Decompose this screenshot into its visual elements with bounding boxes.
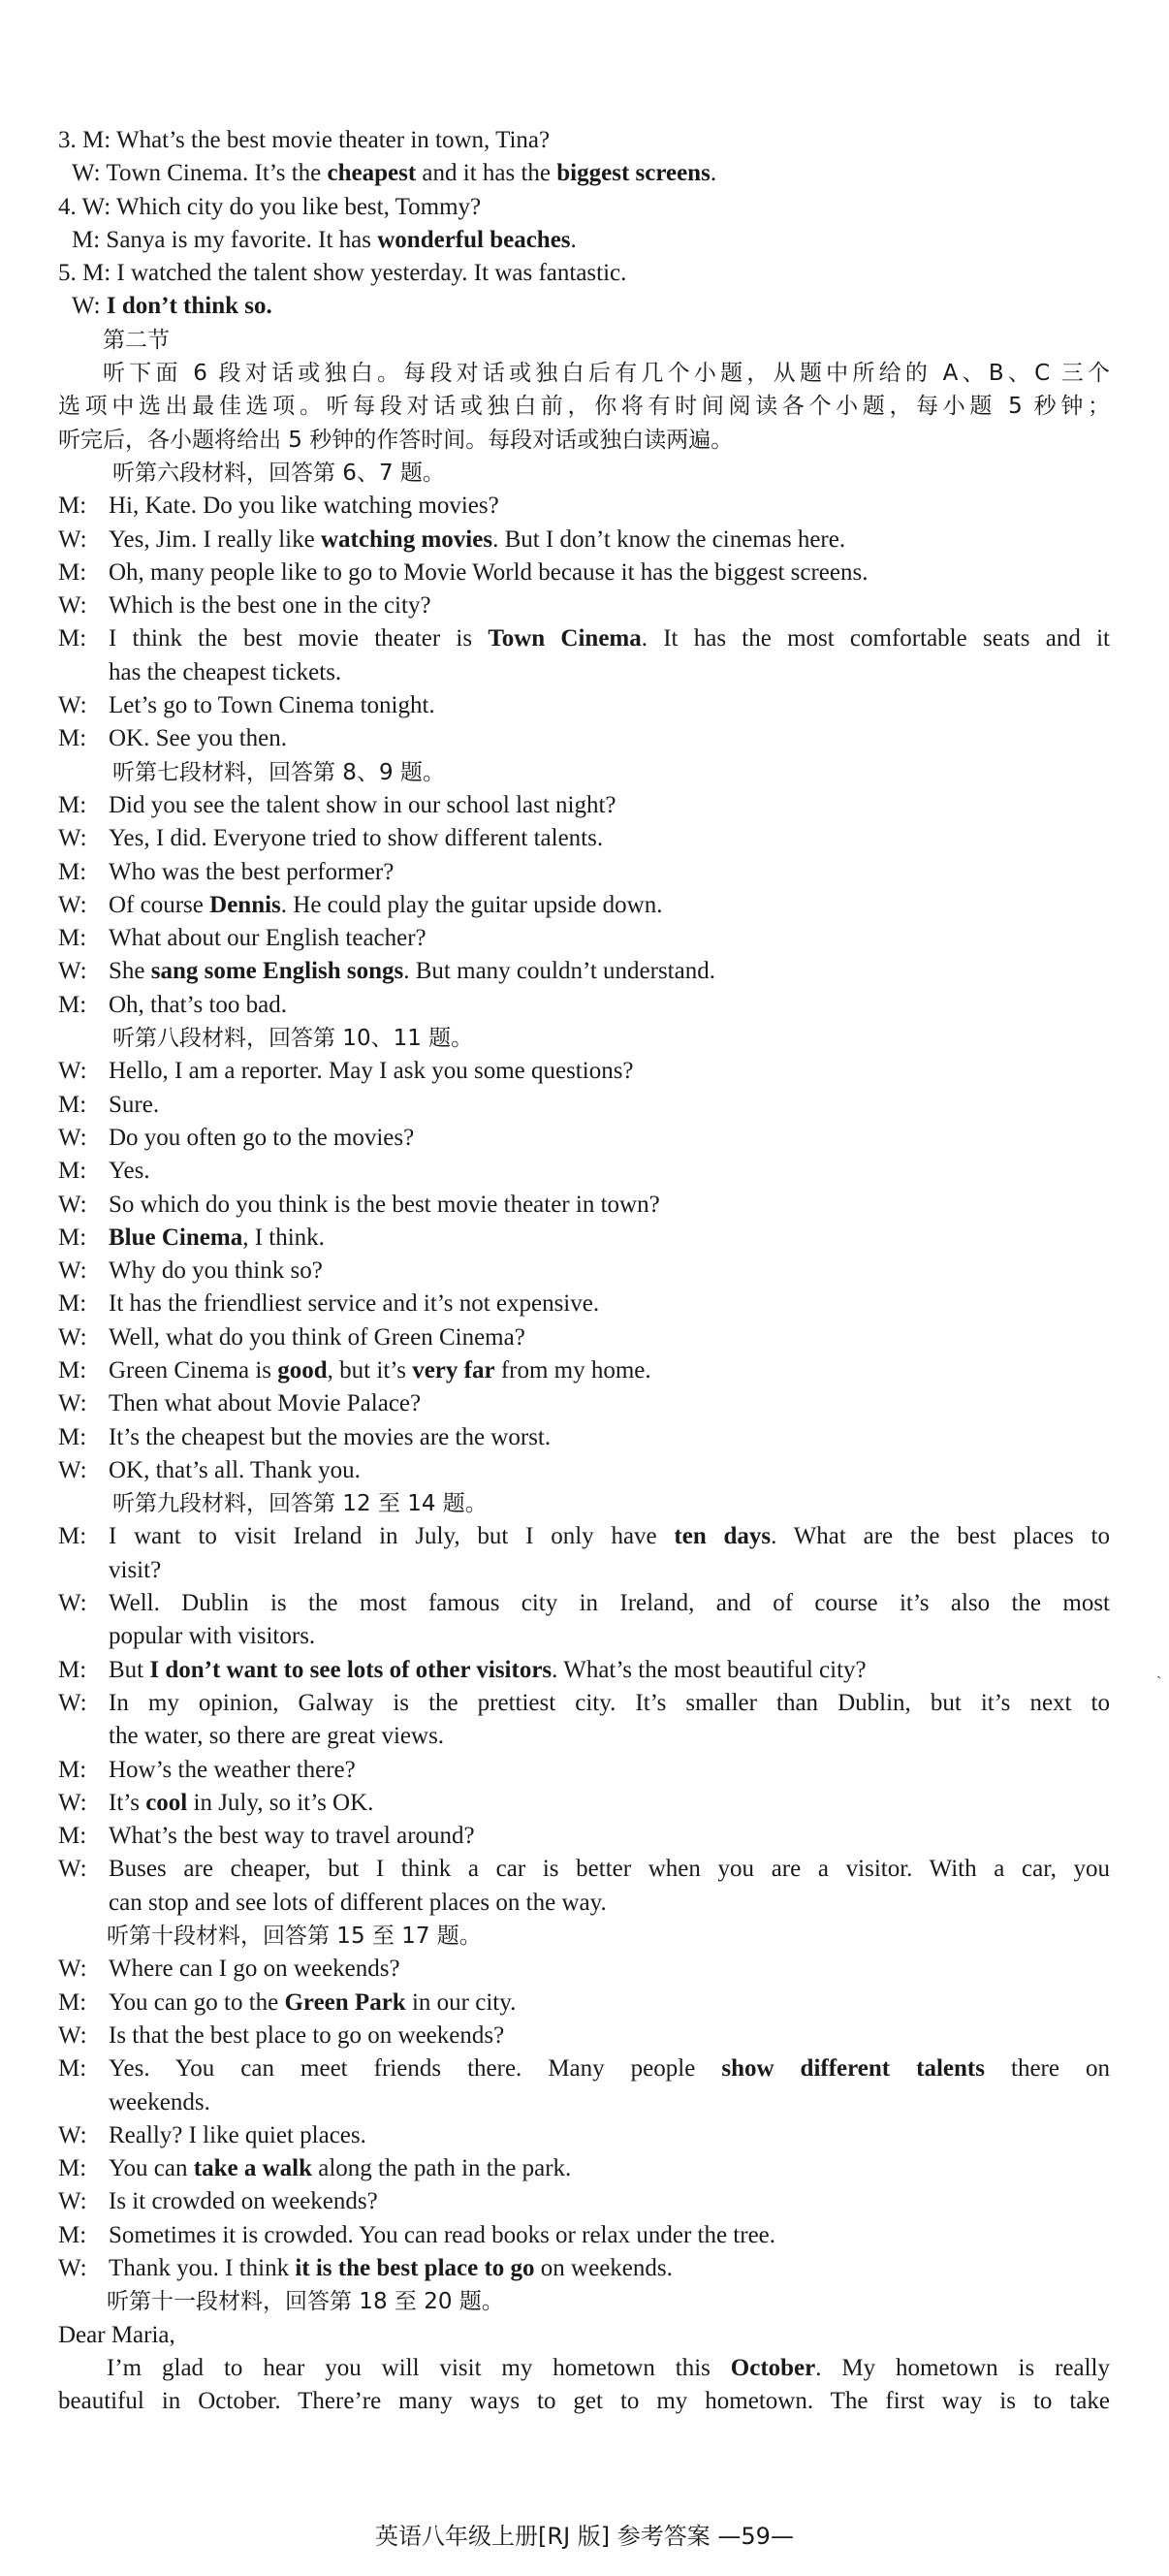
text-run: OK, that’s all. Thank you. — [109, 1456, 361, 1483]
text-run: Sometimes it is crowded. You can read books or relax under the tree. — [109, 2221, 776, 2248]
text-run: Sure. — [109, 1091, 160, 1118]
text-line — [58, 1222, 1110, 1255]
text-run: It has the friendliest service and it’s not expensive. — [109, 1290, 600, 1318]
speaker-label: M: — [58, 493, 87, 520]
text-run: 听第十一段材料，回答第 18 至 20 题。 — [107, 2289, 504, 2315]
text-run: , I think. — [242, 1224, 325, 1251]
answer-key-page — [58, 124, 1110, 2418]
text-run: Really? I like quiet places. — [109, 2121, 366, 2148]
text-line — [58, 1288, 1110, 1320]
text-line — [58, 1853, 1110, 1886]
text-run: . But I don’t know the cinemas here. — [492, 525, 846, 553]
text-line — [58, 1820, 1110, 1853]
text-line — [58, 789, 1110, 822]
text-run: In my opinion, Galway is the prettiest city. It’s smaller than Dublin, but it’s next to — [109, 1689, 1110, 1716]
text-run: beautiful in October. There’re many ways to get to my hometown. The first way is to take — [58, 2388, 1110, 2415]
text-run: OK. See you then. — [109, 725, 287, 752]
text-line — [58, 589, 1110, 622]
text-run: . — [710, 160, 717, 187]
text-line — [58, 1421, 1110, 1454]
text-run: can stop and see lots of different places on the way. — [109, 1889, 607, 1916]
text-run: 听下面 6 段对话或独白。每段对话或独白后有几个小题，从题中所给的 A、B、C 三个 — [103, 361, 1110, 387]
speaker-label: M: — [58, 991, 87, 1018]
text-run: But — [109, 1656, 150, 1683]
speaker-label: M: — [58, 1091, 87, 1118]
text-line — [58, 1720, 1110, 1753]
speaker-label: W: — [58, 2021, 87, 2049]
text-run: , but it’s — [327, 1356, 413, 1383]
text-run: What about our English teacher? — [109, 925, 427, 952]
speaker-label: W: — [58, 1590, 87, 1617]
text-line — [58, 2119, 1110, 2152]
bold-answer: watching movies — [320, 525, 493, 553]
text-run: 听第七段材料，回答第 8、9 题。 — [112, 759, 445, 785]
text-run: Well, what do you think of Green Cinema? — [109, 1323, 525, 1351]
text-line — [58, 1055, 1110, 1088]
text-run: 第二节 — [103, 327, 170, 353]
text-line — [58, 2152, 1110, 2185]
text-line — [58, 1953, 1110, 1986]
speaker-label: M: — [58, 1356, 87, 1383]
text-run: You can — [109, 2155, 194, 2182]
speaker-label: M: — [58, 558, 87, 586]
text-line — [58, 1620, 1110, 1653]
text-run: W: — [72, 293, 107, 320]
bold-answer: I don’t want to see lots of other visitors — [149, 1656, 553, 1683]
text-run: has the cheapest tickets. — [109, 658, 342, 685]
speaker-label: M: — [58, 858, 87, 885]
speaker-label: W: — [58, 692, 87, 719]
bold-answer: Blue Cinema — [109, 1224, 243, 1251]
bold-answer: I don’t think so. — [106, 293, 272, 320]
text-run: It’s — [109, 1789, 146, 1816]
text-line — [58, 1089, 1110, 1122]
text-run: How’s the weather there? — [109, 1756, 356, 1783]
text-line — [58, 257, 1110, 290]
text-line — [58, 2185, 1110, 2218]
text-run: . He could play the guitar upside down. — [280, 891, 663, 918]
text-line — [58, 1354, 1110, 1387]
speaker-label: M: — [58, 2221, 87, 2248]
bold-answer: wonderful beaches — [377, 226, 571, 253]
text-run: Green Cinema is — [109, 1356, 278, 1383]
text-line — [58, 722, 1110, 755]
speaker-label: M: — [58, 1823, 87, 1850]
text-line — [58, 1189, 1110, 1222]
text-run: . What are the best places to — [771, 1523, 1110, 1550]
text-line — [58, 856, 1110, 889]
text-line — [58, 1987, 1110, 2019]
bold-answer: cheapest — [327, 160, 417, 187]
text-run: Which is the best one in the city? — [109, 592, 431, 620]
bold-answer: it is the best place to go — [295, 2255, 535, 2281]
text-run: So which do you think is the best movie theater in town? — [109, 1191, 660, 1218]
text-run: 听第九段材料，回答第 12 至 14 题。 — [112, 1491, 488, 1517]
text-run: 选项中选出最佳选项。听每段对话或独白前，你将有时间阅读各个小题，每小题 5 秒钟； — [58, 394, 1110, 420]
text-line — [58, 756, 1110, 789]
text-line — [58, 656, 1110, 689]
text-run: I think the best movie theater is — [109, 625, 489, 652]
text-run: 听第八段材料，回答第 10、11 题。 — [112, 1026, 474, 1052]
text-run: popular with visitors. — [109, 1623, 316, 1650]
bold-answer: Green Park — [284, 1988, 406, 2016]
bold-answer: good — [277, 1356, 328, 1383]
text-run: Where can I go on weekends? — [109, 1956, 400, 1983]
text-run: She — [109, 958, 151, 985]
text-line — [58, 1454, 1110, 1487]
text-run: Well. Dublin is the most famous city in Ireland, and of course it’s also the most — [109, 1590, 1110, 1617]
speaker-label: M: — [58, 1988, 87, 2016]
text-run: the water, so there are great views. — [109, 1723, 445, 1750]
text-run: You can go to the — [109, 1988, 285, 2016]
text-run: I want to visit Ireland in July, but I only have — [109, 1523, 675, 1550]
text-run: Hello, I am a reporter. May I ask you some questions? — [109, 1058, 634, 1085]
text-run: What’s the best way to travel around? — [109, 1823, 475, 1850]
speaker-label: W: — [58, 1058, 87, 1085]
text-line — [58, 324, 1110, 357]
speaker-label: W: — [58, 958, 87, 985]
text-run: Thank you. I think — [109, 2255, 296, 2281]
text-run: . But many couldn’t understand. — [403, 958, 715, 985]
text-line — [58, 1754, 1110, 1787]
text-line — [58, 424, 1110, 457]
text-run: 听完后，各小题将给出 5 秒钟的作答时间。每段对话或独白读两遍。 — [58, 427, 734, 453]
text-line — [58, 689, 1110, 722]
bold-answer: October — [730, 2354, 816, 2381]
text-run: Oh, that’s too bad. — [109, 991, 288, 1018]
speaker-label: M: — [58, 925, 87, 952]
text-run: along the path in the park. — [311, 2155, 572, 2182]
text-line — [58, 1887, 1110, 1920]
text-line — [58, 2319, 1110, 2352]
text-line — [58, 1687, 1110, 1720]
text-line — [58, 1487, 1110, 1520]
speaker-label: M: — [58, 1158, 87, 1185]
text-line — [58, 1520, 1110, 1553]
text-run: W: Town Cinema. It’s the — [72, 160, 328, 187]
bold-answer: show different talents — [721, 2055, 985, 2083]
text-run: 听第六段材料，回答第 6、7 题。 — [112, 460, 445, 486]
speaker-label: M: — [58, 1523, 87, 1550]
text-run: I’m glad to hear you will visit my hometown this — [107, 2354, 731, 2381]
text-run: Then what about Movie Palace? — [109, 1390, 422, 1417]
speaker-label: W: — [58, 1257, 87, 1285]
text-line — [58, 822, 1110, 855]
text-line — [58, 290, 1110, 323]
text-run: It’s the cheapest but the movies are the worst. — [109, 1423, 552, 1450]
text-line — [58, 390, 1110, 423]
text-line — [58, 224, 1110, 257]
text-run: 听第十段材料，回答第 15 至 17 题。 — [107, 1924, 482, 1950]
speaker-label: M: — [58, 725, 87, 752]
text-run: 3. M: What’s the best movie theater in town, Tina? — [58, 127, 551, 153]
text-line — [58, 889, 1110, 922]
text-line — [58, 2285, 1110, 2318]
text-run: from my home. — [494, 1356, 651, 1383]
text-run: and it has the — [416, 160, 557, 187]
text-line — [58, 2086, 1110, 2119]
text-run: . It has the most comfortable seats and it — [641, 625, 1110, 652]
text-run: Yes. You can meet friends there. Many people — [109, 2055, 722, 2083]
text-run: Dear Maria, — [58, 2321, 175, 2348]
text-run: Let’s go to Town Cinema tonight. — [109, 692, 435, 719]
text-line — [58, 1321, 1110, 1354]
text-run: Buses are cheaper, but I think a car is better when you are a visitor. With a car, you — [109, 1856, 1110, 1883]
text-run: on weekends. — [534, 2255, 673, 2281]
text-line — [58, 2352, 1110, 2385]
text-run: Hi, Kate. Do you like watching movies? — [109, 493, 499, 520]
text-run: Yes. — [109, 1158, 150, 1185]
text-line — [58, 922, 1110, 955]
text-run: Do you often go to the movies? — [109, 1124, 415, 1151]
text-run: Did you see the talent show in our school last night? — [109, 791, 616, 818]
speaker-label: M: — [58, 1756, 87, 1783]
text-run: Oh, many people like to go to Movie World because it has the biggest screens. — [109, 558, 869, 586]
text-line — [58, 124, 1110, 157]
speaker-label: W: — [58, 1323, 87, 1351]
text-line — [58, 1255, 1110, 1288]
speaker-label: M: — [58, 2155, 87, 2182]
text-run: 5. M: I watched the talent show yesterday. It was fantastic. — [58, 260, 627, 287]
text-run: Who was the best performer? — [109, 858, 395, 885]
bold-answer: take a walk — [193, 2155, 312, 2182]
speaker-label: W: — [58, 1456, 87, 1483]
text-run: Of course — [109, 891, 210, 918]
text-line — [58, 1654, 1110, 1687]
text-line — [58, 1022, 1110, 1055]
text-line — [58, 1787, 1110, 1820]
text-run: . — [570, 226, 577, 253]
speaker-label: W: — [58, 2121, 87, 2148]
speaker-label: M: — [58, 1290, 87, 1318]
bold-answer: biggest screens — [556, 160, 711, 187]
text-run: visit? — [109, 1556, 162, 1583]
text-run: Yes, I did. Everyone tried to show different talents. — [109, 825, 604, 852]
text-run: M: Sanya is my favorite. It has — [72, 226, 378, 253]
speaker-label: M: — [58, 791, 87, 818]
text-line — [58, 1387, 1110, 1420]
text-run: . My hometown is really — [815, 2354, 1110, 2381]
text-line — [58, 1920, 1110, 1953]
speaker-label: M: — [58, 1224, 87, 1251]
speaker-label: W: — [58, 525, 87, 553]
bold-answer: very far — [412, 1356, 495, 1383]
text-line — [58, 490, 1110, 523]
speaker-label: M: — [58, 1656, 87, 1683]
speaker-label: W: — [58, 1956, 87, 1983]
speaker-label: M: — [58, 2055, 87, 2083]
speaker-label: W: — [58, 1689, 87, 1716]
text-run: Is that the best place to go on weekends? — [109, 2021, 505, 2049]
text-run: in July, so it’s OK. — [187, 1789, 374, 1816]
speaker-label: W: — [58, 1191, 87, 1218]
speaker-label: W: — [58, 1789, 87, 1816]
text-line — [58, 2252, 1110, 2285]
text-line — [58, 2385, 1110, 2418]
speaker-label: W: — [58, 592, 87, 620]
text-run: Yes, Jim. I really like — [109, 525, 321, 553]
text-run: Why do you think so? — [109, 1257, 323, 1285]
text-line — [58, 2219, 1110, 2252]
speaker-label: W: — [58, 2188, 87, 2215]
text-line — [58, 955, 1110, 988]
bold-answer: sang some English songs — [150, 958, 404, 985]
speaker-label: W: — [58, 891, 87, 918]
text-line — [58, 157, 1110, 190]
speaker-label: W: — [58, 1856, 87, 1883]
text-run: 4. W: Which city do you like best, Tommy? — [58, 193, 482, 220]
stray-mark: ` — [1156, 1674, 1162, 1691]
text-line — [58, 1155, 1110, 1188]
text-line — [58, 2052, 1110, 2085]
text-line — [58, 457, 1110, 490]
text-line — [58, 557, 1110, 589]
text-line — [58, 1554, 1110, 1587]
text-run: weekends. — [109, 2088, 210, 2115]
bold-answer: Town Cinema — [488, 625, 642, 652]
text-line — [58, 191, 1110, 224]
text-line — [58, 357, 1110, 390]
text-run: there on — [984, 2055, 1110, 2083]
speaker-label: W: — [58, 1124, 87, 1151]
bold-answer: Dennis — [209, 891, 281, 918]
speaker-label: M: — [58, 625, 87, 652]
text-run: in our city. — [405, 1988, 517, 2016]
text-line — [58, 2019, 1110, 2052]
speaker-label: M: — [58, 1423, 87, 1450]
text-line — [58, 989, 1110, 1022]
page-footer: 英语八年级上册[RJ 版] 参考答案 —59— — [375, 2523, 794, 2550]
text-line — [58, 1587, 1110, 1620]
bold-answer: ten days — [674, 1523, 772, 1550]
text-run: Is it crowded on weekends? — [109, 2188, 378, 2215]
speaker-label: W: — [58, 825, 87, 852]
text-run: . What’s the most beautiful city? — [552, 1656, 867, 1683]
speaker-label: W: — [58, 1390, 87, 1417]
text-line — [58, 1122, 1110, 1155]
text-line — [58, 622, 1110, 655]
text-line — [58, 524, 1110, 557]
bold-answer: cool — [145, 1789, 188, 1816]
speaker-label: W: — [58, 2255, 87, 2281]
